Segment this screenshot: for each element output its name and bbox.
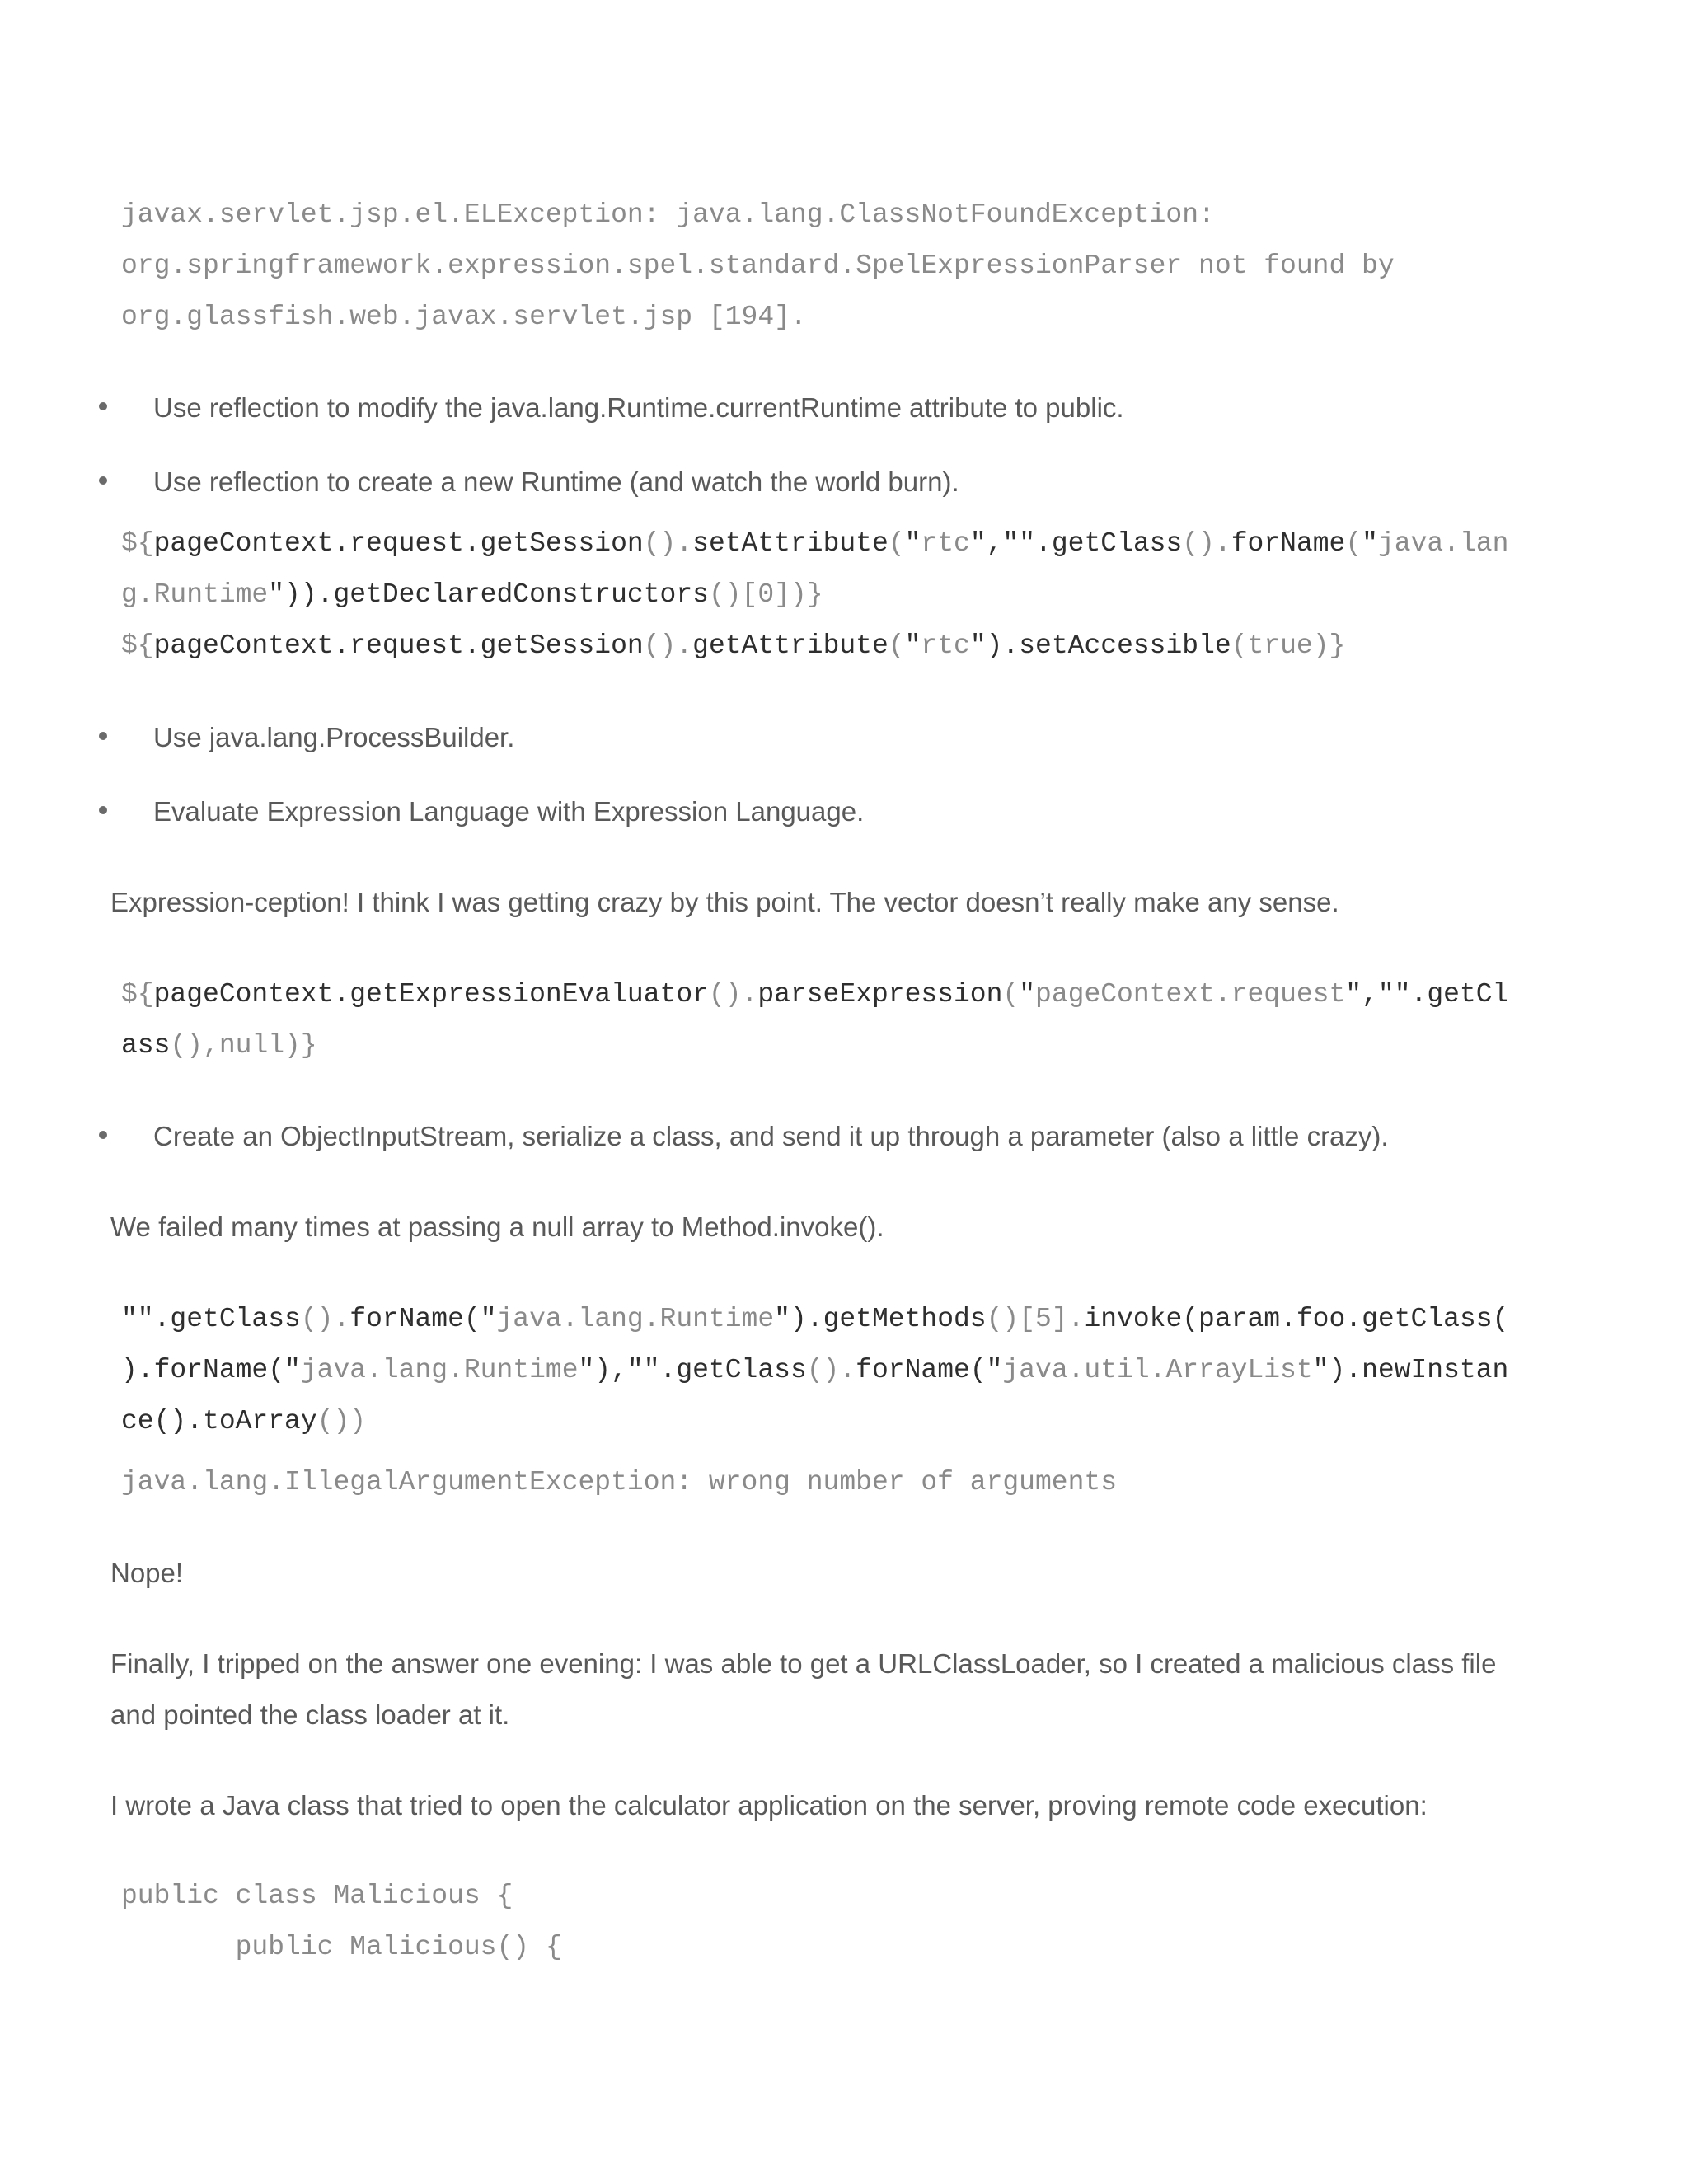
code-token: (" xyxy=(969,1355,1003,1385)
list-item-text: Create an ObjectInputStream, serialize a class, and send it up through a parameter (also a little crazy). xyxy=(153,1121,1389,1151)
code-line xyxy=(121,1032,317,1059)
code-token: (),null)} xyxy=(170,1030,317,1061)
list-item-text: Evaluate Expression Language with Expression Language. xyxy=(153,796,865,827)
code-line: public Malicious() { xyxy=(121,1932,562,1962)
code-token: ()[0])} xyxy=(708,579,823,610)
code-token: parseExpression xyxy=(757,979,1003,1010)
code-token: java.util.ArrayList xyxy=(1002,1355,1313,1385)
code-token: (). xyxy=(643,630,693,661)
code-token: getDeclaredConstructors xyxy=(333,579,709,610)
code-token: (" xyxy=(268,1355,301,1385)
code-token: " xyxy=(1019,979,1036,1010)
code-token: ( xyxy=(1002,979,1020,1010)
code-token: pageContext.request.getSession xyxy=(153,630,644,661)
code-token: ce().toArray xyxy=(121,1406,317,1436)
paragraph: Expression-ception! I think I was getting crazy by this point. The vector doesn’t really make any sense. xyxy=(110,887,1339,917)
code-token: ","". xyxy=(969,528,1052,559)
error-message: java.lang.IllegalArgumentException: wrong number of arguments xyxy=(121,1467,1117,1497)
bullet-icon xyxy=(99,732,107,740)
paragraph-line: Finally, I tripped on the answer one evening: I was able to get a URLClassLoader, so I created a malicious class file xyxy=(110,1648,1497,1679)
code-token: forName xyxy=(856,1355,970,1385)
list-item-text: Use reflection to create a new Runtime (and watch the world burn). xyxy=(153,466,959,497)
code-token: pageContext.request.getSession xyxy=(153,528,644,559)
code-token: setAccessible xyxy=(1019,630,1231,661)
error-line-2: org.springframework.expression.spel.standard.SpelExpressionParser not found by xyxy=(121,251,1395,281)
paragraph: Nope! xyxy=(110,1558,184,1588)
error-line-1: javax.servlet.jsp.el.ELException: java.lang.ClassNotFoundException: xyxy=(121,199,1215,230)
bullet-icon xyxy=(99,476,107,485)
code-token: getAttribute xyxy=(692,630,889,661)
paragraph: We failed many times at passing a null array to Method.invoke(). xyxy=(110,1212,884,1242)
code-token: rtc xyxy=(921,630,970,661)
code-token: forName xyxy=(349,1304,464,1334)
code-token: java.lang.Runtime xyxy=(300,1355,579,1385)
code-token: (). xyxy=(708,979,758,1010)
error-line-3: org.glassfish.web.javax.servlet.jsp [194]. xyxy=(121,302,807,332)
code-token: pageContext.request xyxy=(1035,979,1346,1010)
code-line xyxy=(121,530,1508,557)
code-token: (). xyxy=(1182,528,1231,559)
code-token: ${ xyxy=(121,979,154,1010)
bullet-icon xyxy=(99,806,107,814)
code-token: ( xyxy=(888,528,905,559)
code-line xyxy=(121,581,823,608)
code-line xyxy=(121,981,1508,1008)
code-token: ()[5]. xyxy=(986,1304,1085,1334)
code-line: public class Malicious { xyxy=(121,1881,513,1911)
code-line xyxy=(121,632,1345,659)
code-token: setAttribute xyxy=(692,528,889,559)
bullet-icon xyxy=(99,1131,107,1139)
code-token: (). xyxy=(300,1304,350,1334)
code-token: (" xyxy=(463,1304,497,1334)
code-token: "). xyxy=(969,630,1020,661)
code-token: ")). xyxy=(268,579,334,610)
list-item-text: Use reflection to modify the java.lang.Runtime.currentRuntime attribute to public. xyxy=(153,392,1124,423)
code-token: (true)} xyxy=(1231,630,1346,661)
code-token: " xyxy=(904,630,921,661)
code-token: java.lang.Runtime xyxy=(496,1304,775,1334)
paragraph-line: and pointed the class loader at it. xyxy=(110,1699,510,1730)
code-token: ").newInstan xyxy=(1312,1355,1509,1385)
code-token: (). xyxy=(643,528,693,559)
code-token: " xyxy=(1362,528,1378,559)
code-token: ").getMethods xyxy=(774,1304,987,1334)
code-token: invoke(param.foo.getClass( xyxy=(1084,1304,1509,1334)
code-token: java.lan xyxy=(1377,528,1509,559)
code-token: g.Runtime xyxy=(121,579,269,610)
bullet-icon xyxy=(99,402,107,410)
code-token: getClass xyxy=(1051,528,1183,559)
code-token: rtc xyxy=(921,528,970,559)
code-token: pageContext.getExpressionEvaluator xyxy=(153,979,709,1010)
code-line xyxy=(121,1305,1508,1333)
code-token: ${ xyxy=(121,528,154,559)
code-token: "),"".getClass xyxy=(578,1355,807,1385)
code-token: ","".getCl xyxy=(1345,979,1509,1010)
code-token: ${ xyxy=(121,630,154,661)
paragraph: I wrote a Java class that tried to open the calculator application on the server, proving remote code execution: xyxy=(110,1790,1428,1821)
code-token: ()) xyxy=(316,1406,367,1436)
code-token: (). xyxy=(806,1355,856,1385)
code-token: ).forName xyxy=(121,1355,269,1385)
code-token: ( xyxy=(1345,528,1362,559)
code-line xyxy=(121,1408,366,1435)
code-token: ass xyxy=(121,1030,171,1061)
list-item-text: Use java.lang.ProcessBuilder. xyxy=(153,722,515,752)
code-token: "".getClass xyxy=(121,1304,301,1334)
code-token: " xyxy=(904,528,921,559)
code-token: ( xyxy=(888,630,905,661)
code-line xyxy=(121,1357,1508,1384)
code-token: forName xyxy=(1231,528,1346,559)
